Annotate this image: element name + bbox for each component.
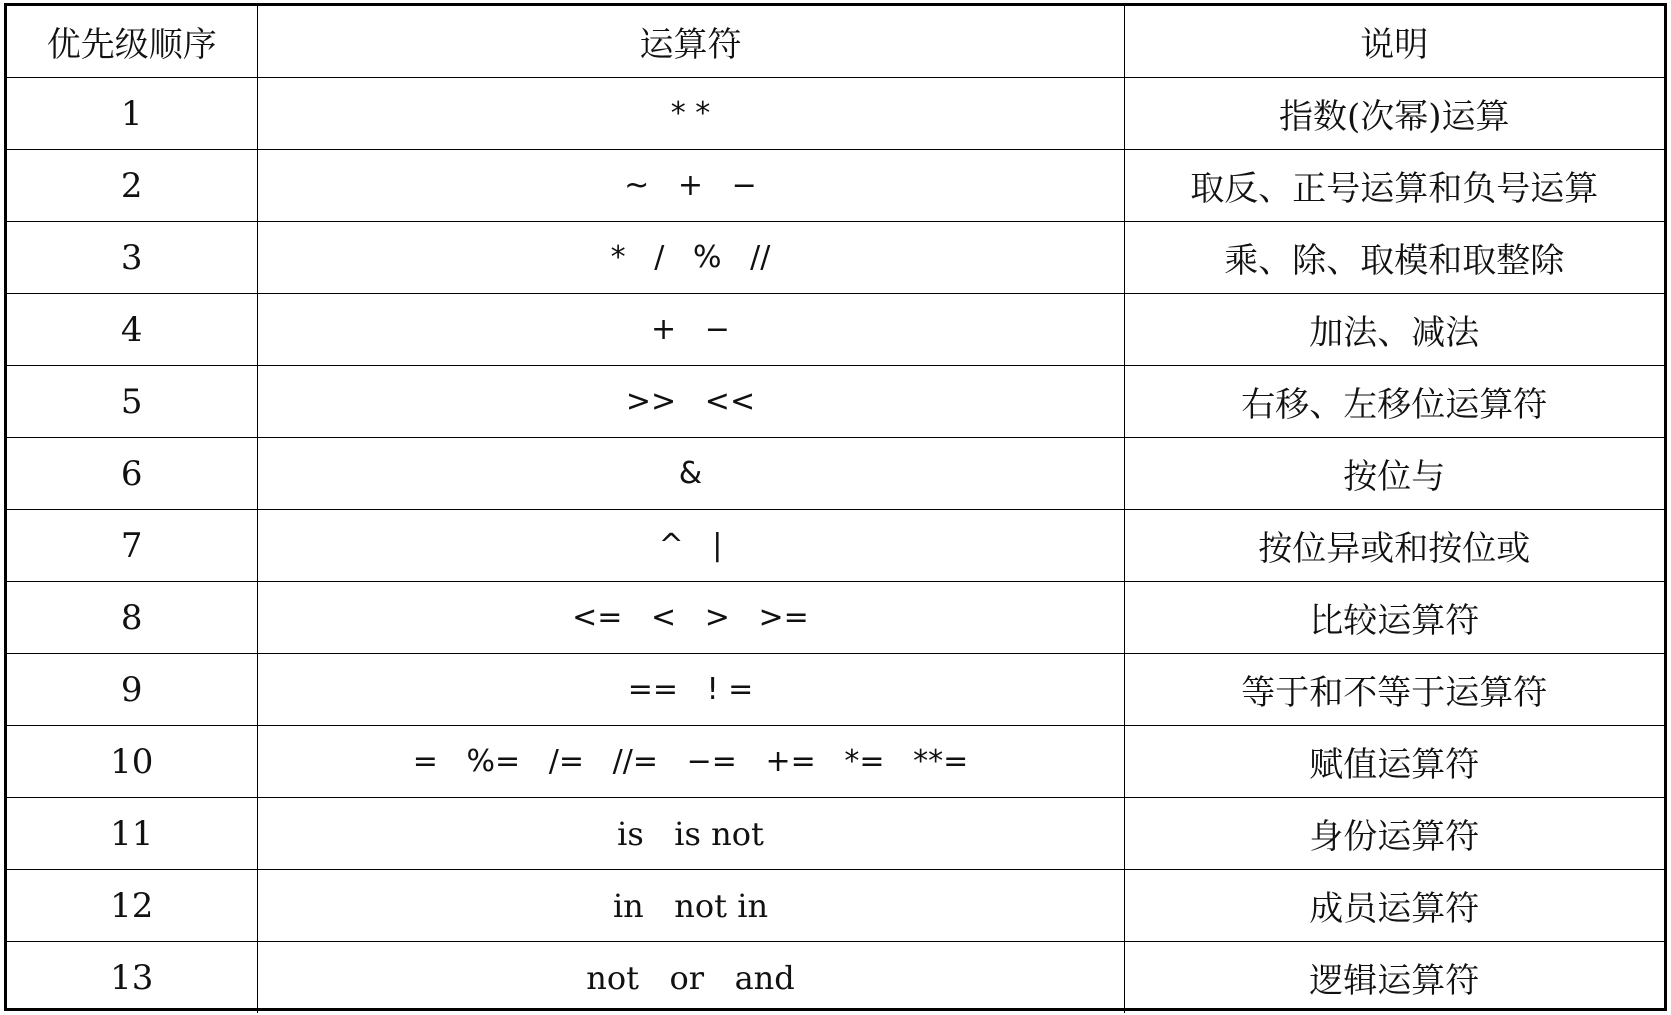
description-cell: 成员运算符 (1124, 870, 1664, 942)
description-cell: 等于和不等于运算符 (1124, 654, 1664, 726)
description-cell: 指数(次幂)运算 (1124, 78, 1664, 150)
description-cell: 比较运算符 (1124, 582, 1664, 654)
priority-cell: 11 (7, 798, 257, 870)
table-row (7, 222, 1664, 294)
priority-cell: 10 (7, 726, 257, 798)
operator-cell: = %= /= //= −= += *= **= (257, 726, 1124, 798)
table-row (7, 654, 1664, 726)
table-row (7, 510, 1664, 582)
priority-cell: 12 (7, 870, 257, 942)
description-cell: 取反、正号运算和负号运算 (1124, 150, 1664, 222)
table-row (7, 870, 1664, 942)
table-row (7, 726, 1664, 798)
operator-cell: * / % // (257, 222, 1124, 294)
operator-cell: >> << (257, 366, 1124, 438)
operator-cell: ~ + − (257, 150, 1124, 222)
operator-cell: == ! = (257, 654, 1124, 726)
description-cell: 逻辑运算符 (1124, 942, 1664, 1014)
priority-cell: 6 (7, 438, 257, 510)
table-row (7, 438, 1664, 510)
priority-cell: 2 (7, 150, 257, 222)
table-header-row (7, 6, 1664, 78)
operator-cell: * * (257, 78, 1124, 150)
operator-precedence-table-wrapper (4, 3, 1667, 1011)
table-row (7, 294, 1664, 366)
operator-cell: <= < > >= (257, 582, 1124, 654)
table-row (7, 78, 1664, 150)
priority-cell: 13 (7, 942, 257, 1014)
table-row (7, 942, 1664, 1014)
operator-precedence-table (7, 6, 1664, 1013)
description-cell: 身份运算符 (1124, 798, 1664, 870)
operator-cell: in not in (257, 870, 1124, 942)
header-description: 说明 (1124, 6, 1664, 78)
header-priority: 优先级顺序 (7, 6, 257, 78)
table-row (7, 798, 1664, 870)
priority-cell: 9 (7, 654, 257, 726)
priority-cell: 7 (7, 510, 257, 582)
description-cell: 赋值运算符 (1124, 726, 1664, 798)
operator-cell: & (257, 438, 1124, 510)
description-cell: 按位异或和按位或 (1124, 510, 1664, 582)
operator-cell: not or and (257, 942, 1124, 1014)
table-row (7, 150, 1664, 222)
operator-cell: is is not (257, 798, 1124, 870)
priority-cell: 3 (7, 222, 257, 294)
table-row (7, 366, 1664, 438)
description-cell: 按位与 (1124, 438, 1664, 510)
priority-cell: 4 (7, 294, 257, 366)
description-cell: 右移、左移位运算符 (1124, 366, 1664, 438)
operator-cell: + − (257, 294, 1124, 366)
operator-cell: ^ | (257, 510, 1124, 582)
header-operator: 运算符 (257, 6, 1124, 78)
priority-cell: 5 (7, 366, 257, 438)
table-row (7, 582, 1664, 654)
priority-cell: 8 (7, 582, 257, 654)
description-cell: 乘、除、取模和取整除 (1124, 222, 1664, 294)
priority-cell: 1 (7, 78, 257, 150)
description-cell: 加法、减法 (1124, 294, 1664, 366)
